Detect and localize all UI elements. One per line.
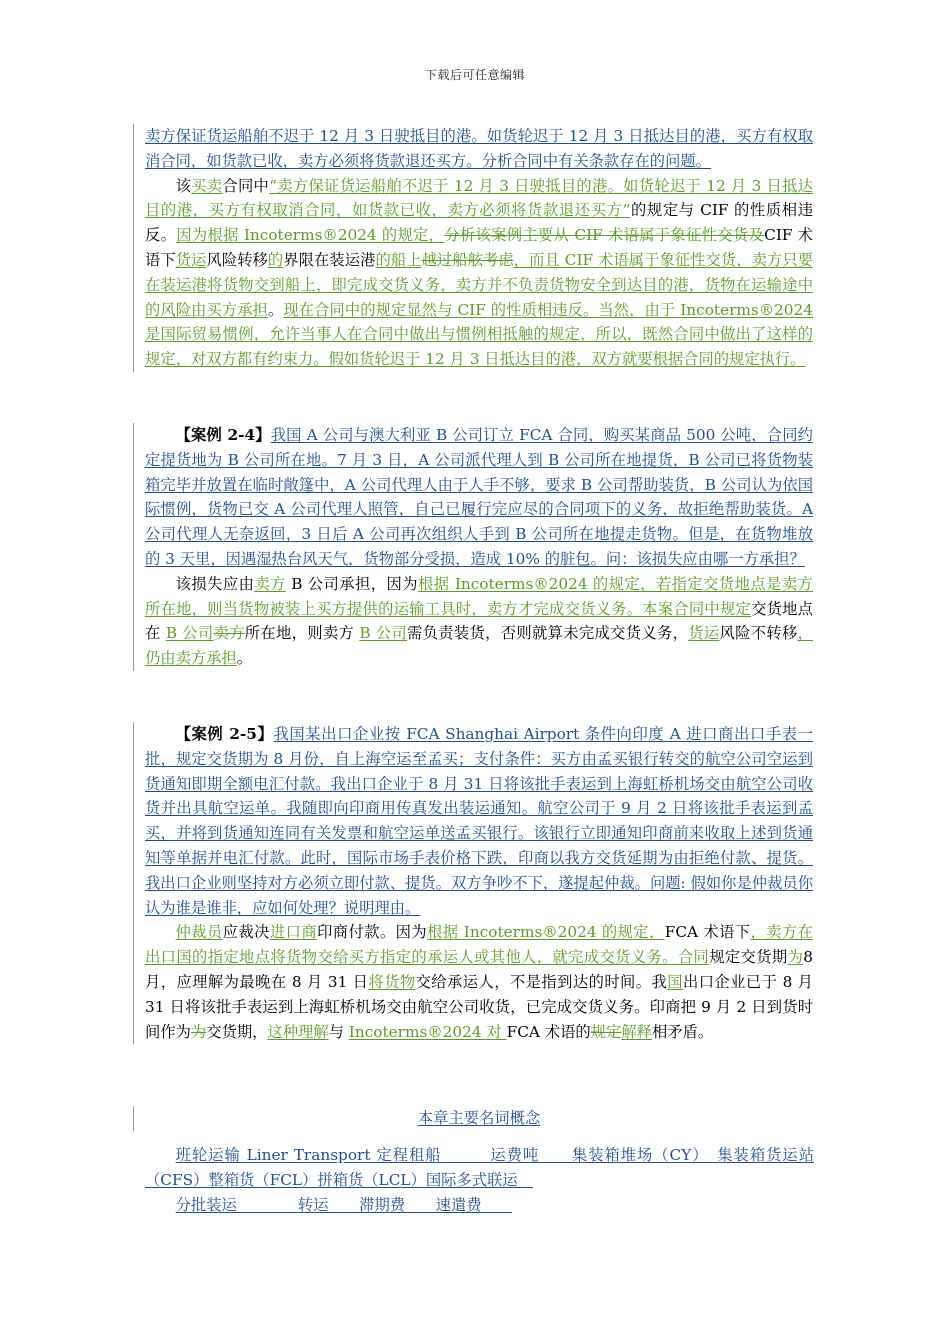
glossary-terms (134, 1143, 814, 1217)
inserted-text: ，仍由卖方承担 (145, 624, 813, 668)
inserted-text: ，卖方在出口国的指定地点将货物交给买方指定的承运人或其他人，就完成交货义务。合同 (145, 923, 813, 967)
inserted-text: B 公司 (165, 624, 214, 643)
text-run: FCA 术语的 (506, 1022, 591, 1041)
text-run: 该损失应由 (175, 574, 255, 593)
inserted-text: 买卖 (191, 176, 223, 195)
text-run: 交货期， (206, 1022, 268, 1041)
glossary-terms-text: 分批装运 转运 滞期费 速遣费 (175, 1195, 513, 1214)
inserted-text: 卖方 (254, 574, 286, 593)
inserted-text: 为 (787, 948, 804, 967)
inserted-text: ，而且 CIF 术语属于象征性交货，卖方只要在装运港将货物交到船上，即完成交货义务，卖方并不负责货物安全到达目的港，货物在运输途中的风险由买方承担 (145, 250, 813, 319)
section-glossary (133, 1106, 813, 1131)
case-question (145, 124, 813, 174)
glossary-title-text: 本章主要名词概念 (417, 1109, 541, 1127)
page-header: 下载后可任意编辑 (424, 68, 525, 82)
inserted-text: 货运 (175, 250, 207, 269)
inserted-text: 的 (267, 250, 284, 269)
text-run: 的规定与 CIF 的性质相违反。 (145, 201, 813, 245)
inserted-text: “卖方保证货运船舶不迟于 12 月 3 日驶抵目的港。如货轮迟于 12 月 3 日抵达目的港，买方有权取消合同，如货款已收，卖方必须将货款退还买方” (145, 176, 813, 220)
inserted-text: 根据 Incoterms®2024 的规定， (427, 923, 665, 942)
case-question (145, 423, 813, 572)
inserted-text: 的船上 (375, 250, 422, 269)
text-run: 应裁决 (222, 923, 270, 942)
section-cif-case (133, 124, 813, 372)
inserted-text: Incoterms®2024 对 (348, 1022, 507, 1041)
text-run: 该 (175, 176, 192, 195)
inserted-text: 国 (667, 972, 683, 991)
deleted-text: 分析该案例主要从 CIF 术语属于象征性交货及 (444, 226, 765, 245)
case-label: 【案例 2-4】 (175, 426, 271, 444)
case-answer (145, 920, 813, 1044)
text-run: 风险转移 (206, 250, 268, 269)
case-question (145, 722, 813, 920)
inserted-text: 这种理解 (267, 1022, 329, 1041)
glossary-line (145, 1193, 814, 1218)
text-run: 需负责装货，否则就算未完成交货义务， (407, 624, 689, 643)
text-run: 交给承运人，不是指到达的时间。我 (415, 972, 668, 991)
section-case-2-4 (133, 423, 813, 671)
text-run: 所在地，则卖方 (244, 624, 360, 643)
inserted-text: 货运 (688, 624, 720, 643)
section-case-2-5 (133, 722, 813, 1044)
case-answer (145, 572, 813, 671)
deleted-text: 规定 (590, 1022, 622, 1041)
text-run: 风险不转移 (719, 624, 798, 643)
text-run: CIF 术语下 (145, 226, 813, 269)
deleted-text: 为 (190, 1022, 207, 1041)
glossary-title (145, 1106, 813, 1131)
text-run: B 公司承担，因为 (285, 574, 419, 593)
case-question-text: 卖方保证货运船舶不迟于 12 月 3 日驶抵目的港。如货轮迟于 12 月 3 日抵达目的港，买方有权取消合同，如货款已收，卖方必须将货款退还买方。分析合同中有关条款存在的问题。 (145, 127, 813, 170)
glossary-line (145, 1143, 814, 1193)
deleted-text: 越过船舷考虑 (421, 250, 514, 269)
text-run: 与 (328, 1022, 349, 1041)
text-run: 相矛盾。 (651, 1022, 714, 1041)
case-question-text: 我国 A 公司与澳大利亚 B 公司订立 FCA 合同，购买某商品 500 公吨，合同约定提货地为 B 公司所在地。7 月 3 日，A 公司派代理人到 B 公司所在地提货，B 公司已将货物装箱完毕并放置在临时敞篷中，A 公司代理人由于人手不够，要求 B 公司帮助装货，B 公司认为依国际惯例，货物已交 A 公司代理人照管，自己已履行完应尽的合同项下的义务，故拒绝帮助装货。A 公司代理人无奈返回，3 日后 A 公司再次组织人手到 B 公司所在地提走货物。但是，在货物堆放的 3 天里，因遇湿热台风天气，货物部分受损，造成 10% 的脏包。问：该损失应由哪一方承担？ (145, 426, 813, 568)
text-run: 规定交货期 (709, 948, 788, 967)
case-label: 【案例 2-5】 (175, 725, 274, 743)
text-run: 交货地点在 (145, 599, 813, 643)
inserted-text: 因为根据 Incoterms®2024 的规定， (176, 226, 445, 245)
inserted-text: 将货物 (368, 972, 416, 991)
inserted-text: 现在合同中的规定显然与 CIF 的性质相违反。当然，由于 Incoterms®2024 是国际贸易惯例，允许当事人在合同中做出与惯例相抵触的规定，所以，既然合同中做出了这样的规定，对双方都有约束力。假如货轮迟于 12 月 3 日抵达目的港，双方就要根据合同的规定执行。 (145, 300, 813, 369)
deleted-text: 卖方 (213, 624, 245, 643)
text-run: 界限在装运港 (283, 250, 376, 269)
text-run: FCA 术语下 (664, 923, 751, 942)
inserted-text: 根据 Incoterms®2024 的规定，若指定交货地点是卖方所在地，则当货物被装上买方提供的运输工具时，卖方才完成交货义务。本案合同中规定 (145, 574, 813, 618)
case-question-text: 我国某出口企业按 FCA Shanghai Airport 条件向印度 A 进口商出口手表一批，规定交货期为 8 月份，自上海空运至孟买；支付条件：买方由孟买银行转交的航空公司空运到货通知即期全额电汇付款。我出口企业于 8 月 31 日将该批手表运到上海虹桥机场交由航空公司收货并出具航空运单。我随即向印商用传真发出装运通知。航空公司于 9 月 2 日将该批手表运到孟买，并将到货通知连同有关发票和航空运单送孟买银行。该银行立即通知印商前来收取上述到货通知等单据并电汇付款。此时，国际市场手表价格下跌，印商以我方交货延期为由拒绝付款、提货。我出口企业则坚持对方必须立即付款、提货。双方争吵不下，遂提起仲裁。问题: 假如你是仲裁员你认为谁是谁非，应如何处理？说明理由。 (145, 725, 813, 917)
text-run: 。 (268, 300, 284, 319)
glossary-terms-text: 班轮运输 Liner Transport 定程租船 运费吨 集装箱堆场（CY） 集装箱货运站（CFS）整箱货（FCL）拼箱货（LCL）国际多式联运 (145, 1146, 814, 1189)
text-run: 出口企业已于 8 月 31 日将该批手表运到上海虹桥机场交由航空公司收货，已完成交货义务。印商把 9 月 2 日到货时间作为 (145, 972, 813, 1041)
inserted-text: B 公司 (359, 624, 408, 643)
text-run: 印商付款。因为 (317, 923, 428, 942)
inserted-text: 解释 (621, 1022, 652, 1041)
inserted-text: 进口商 (269, 923, 318, 942)
text-run: 8 月，应理解为最晚在 8 月 31 日 (145, 948, 813, 991)
inserted-text: 仲裁员 (175, 923, 223, 942)
case-answer (145, 174, 813, 372)
text-run: 合同中 (222, 176, 270, 195)
text-run: 。 (236, 649, 253, 668)
